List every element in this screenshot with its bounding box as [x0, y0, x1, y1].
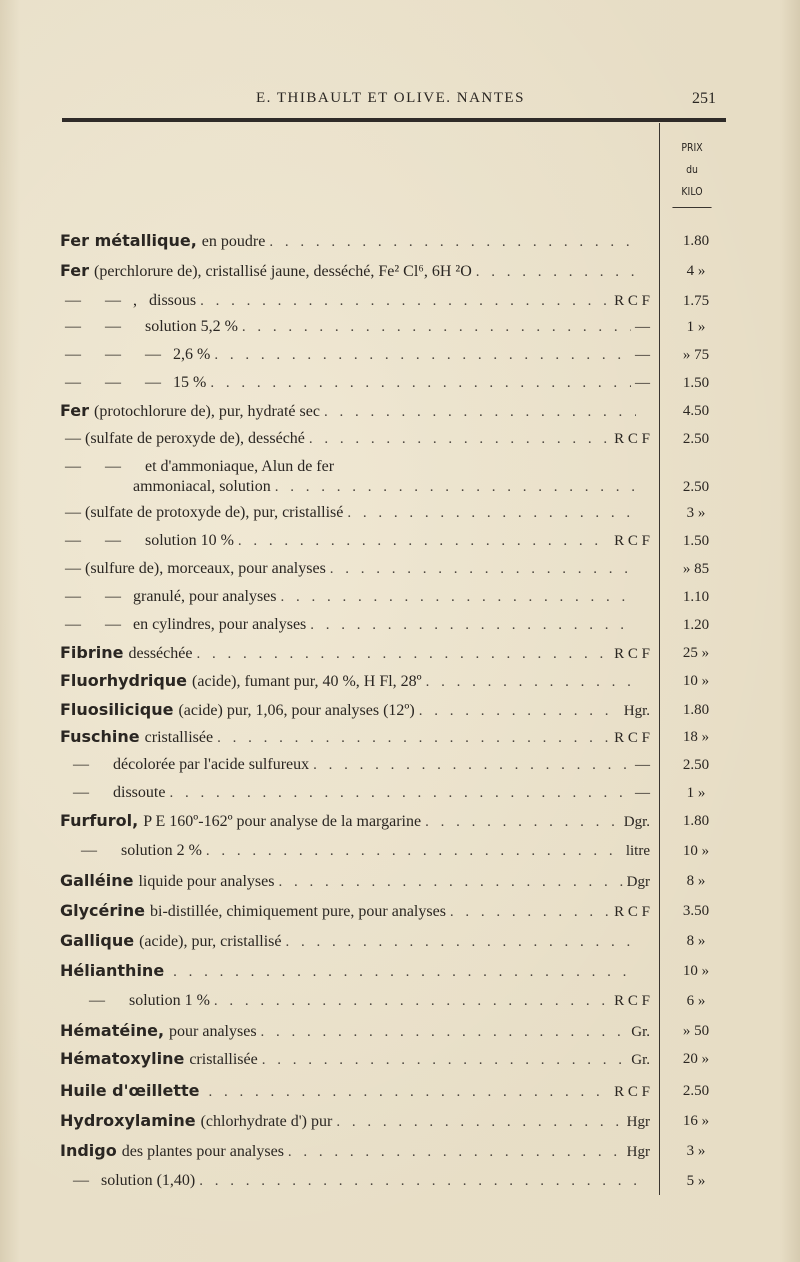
- entry-description: cristallisée: [189, 1051, 258, 1068]
- catalog-entry: [60, 640, 650, 666]
- entry-name: Gallique: [60, 931, 135, 950]
- entry-unit: R C F: [614, 533, 650, 549]
- entry-price: 3 »: [686, 505, 706, 521]
- entry-name: Hématoxyline: [60, 1049, 185, 1068]
- catalog-entry: [60, 838, 650, 864]
- leader-dots: [196, 641, 610, 667]
- entry-unit: Dgr.: [623, 814, 650, 830]
- catalog-entry: [60, 697, 650, 723]
- entry-price: 4.50: [682, 403, 710, 419]
- page-number: 251: [692, 90, 716, 107]
- price-header-line2: du: [686, 163, 698, 176]
- entry-price: 18 »: [682, 729, 710, 745]
- entry-price: 1.10: [682, 589, 710, 605]
- leader-dots: [313, 752, 631, 778]
- entry-price: 3.50: [682, 903, 710, 919]
- entry-price: 6 »: [686, 993, 706, 1009]
- entry-unit: Hgr: [626, 1144, 650, 1160]
- catalog-entry: [60, 474, 650, 500]
- entry-description: — — — 15 %: [65, 374, 207, 391]
- entry-name: Fluosilicique: [60, 700, 174, 719]
- entry-description: (acide), fumant pur, 40 %, H Fl, 28º: [192, 673, 422, 690]
- price-column-divider: [659, 123, 660, 1195]
- leader-dots: [214, 342, 631, 368]
- entry-price: » 75: [682, 347, 710, 363]
- leader-dots: [285, 929, 636, 955]
- entry-description: — (sulfate de peroxyde de), desséché: [65, 430, 305, 447]
- entry-price: 8 »: [686, 873, 706, 889]
- catalog-entry: [60, 584, 650, 610]
- entry-unit: litre: [625, 843, 650, 859]
- catalog-entry: [60, 928, 650, 954]
- entry-name: Fer: [60, 401, 90, 420]
- catalog-entry: [60, 808, 650, 834]
- catalog-entry: [60, 1168, 650, 1194]
- entry-price: 2.50: [682, 479, 710, 495]
- entry-unit: R C F: [614, 431, 650, 447]
- entry-price: » 50: [682, 1023, 710, 1039]
- entry-description: en poudre: [201, 233, 266, 250]
- leader-dots: [206, 838, 622, 864]
- entry-name: Furfurol,: [60, 811, 139, 830]
- entry-price: 8 »: [686, 933, 706, 949]
- leader-dots: [425, 809, 620, 835]
- catalog-entry: [60, 228, 650, 254]
- entry-price: 1.80: [682, 702, 710, 718]
- catalog-entry: [60, 370, 650, 396]
- catalog-entry: [60, 1108, 650, 1134]
- entry-description: — solution 1 %: [65, 992, 210, 1009]
- catalog-entry: [60, 988, 650, 1014]
- entry-description: bi-distillée, chimiquement pure, pour analyses: [150, 903, 446, 920]
- leader-dots: [208, 1079, 610, 1105]
- leader-dots: [281, 584, 636, 610]
- leader-dots: [210, 370, 631, 396]
- leader-dots: [336, 1109, 622, 1135]
- catalog-entry: [60, 780, 650, 806]
- price-column-header: [667, 137, 718, 208]
- entry-unit: —: [635, 347, 650, 363]
- catalog-entry: [60, 724, 650, 750]
- entry-description: — solution (1,40): [65, 1172, 196, 1189]
- entry-name: Fuschine: [60, 727, 140, 746]
- entry-description: — décolorée par l'acide sulfureux: [65, 756, 310, 773]
- leader-dots: [262, 1047, 628, 1073]
- entry-unit: —: [635, 375, 650, 391]
- entry-description: — — solution 10 %: [65, 532, 234, 549]
- leader-dots: [261, 1019, 628, 1045]
- entry-description: — — solution 5,2 %: [65, 318, 238, 335]
- catalog-entry: [60, 556, 650, 582]
- leader-dots: [275, 474, 636, 500]
- leader-dots: [419, 698, 620, 724]
- entry-description: (perchlorure de), cristallisé jaune, desséché, Fe² Cl⁶, 6H ²O: [94, 263, 472, 280]
- catalog-entry: [60, 958, 650, 984]
- leader-dots: [269, 229, 636, 255]
- entry-price: 25 »: [682, 645, 710, 661]
- entry-name: Fluorhydrique: [60, 671, 188, 690]
- running-head: E. THIBAULT ET OLIVE. NANTES: [256, 90, 525, 106]
- entry-price: 1.80: [682, 813, 710, 829]
- leader-dots: [347, 500, 636, 526]
- entry-unit: —: [635, 319, 650, 335]
- leader-dots: [199, 1168, 636, 1194]
- leader-dots: [310, 612, 636, 638]
- catalog-entry: [60, 314, 650, 340]
- entry-price: 2.50: [682, 431, 710, 447]
- catalog-entry: [60, 398, 650, 424]
- entry-description: liquide pour analyses: [138, 873, 275, 890]
- entry-price: 1.75: [682, 293, 710, 309]
- entry-price: 2.50: [682, 757, 710, 773]
- entry-description: — dissoute: [65, 784, 166, 801]
- leader-dots: [476, 259, 636, 285]
- catalog-entry: [60, 668, 650, 694]
- entry-description: pour analyses: [169, 1023, 257, 1040]
- catalog-entry: [60, 898, 650, 924]
- catalog-entry: [60, 500, 650, 526]
- entry-description: ammoniacal, solution: [65, 478, 271, 495]
- leader-dots: [278, 869, 622, 895]
- leader-dots: [217, 725, 610, 751]
- entry-description: — — granulé, pour analyses: [65, 588, 277, 605]
- catalog-entry: [60, 528, 650, 554]
- entry-unit: R C F: [614, 646, 650, 662]
- leader-dots: [288, 1139, 623, 1165]
- entry-price: 1.80: [682, 233, 710, 249]
- entry-unit: R C F: [614, 730, 650, 746]
- entry-unit: —: [635, 785, 650, 801]
- price-header-line1: PRIX: [681, 141, 703, 154]
- entry-price: 1.50: [682, 533, 710, 549]
- entry-price: 20 »: [682, 1051, 710, 1067]
- entry-price: 5 »: [686, 1173, 706, 1189]
- entry-name: Galléine: [60, 871, 134, 890]
- catalog-entry: [60, 258, 650, 284]
- entry-name: Glycérine: [60, 901, 145, 920]
- entry-name: Hydroxylamine: [60, 1111, 196, 1130]
- catalog-entry: [60, 1018, 650, 1044]
- entry-price: 3 »: [686, 1143, 706, 1159]
- entry-price: 1.50: [682, 375, 710, 391]
- leader-dots: [200, 288, 610, 314]
- entry-name: Fer métallique,: [60, 231, 197, 250]
- entry-price: 1 »: [686, 785, 706, 801]
- leader-dots: [214, 988, 610, 1014]
- entry-price: » 85: [682, 561, 710, 577]
- leader-dots: [324, 399, 636, 425]
- leader-dots: [309, 426, 610, 452]
- entry-unit: —: [635, 757, 650, 773]
- entry-unit: Hgr.: [623, 703, 650, 719]
- leader-dots: [173, 959, 636, 985]
- price-header-line3: KILO: [681, 185, 703, 198]
- entry-name: Fibrine: [60, 643, 124, 662]
- catalog-entry: [60, 868, 650, 894]
- entry-price: 1.20: [682, 617, 710, 633]
- entry-description: desséchée: [128, 645, 193, 662]
- leader-dots: [169, 780, 631, 806]
- entry-name: Huile d'œillette: [60, 1081, 200, 1100]
- entry-name: Indigo: [60, 1141, 117, 1160]
- entry-description: — — en cylindres, pour analyses: [65, 616, 307, 633]
- entry-price: 10 »: [682, 673, 710, 689]
- leader-dots: [242, 314, 631, 340]
- catalog-entry: [60, 1138, 650, 1164]
- entry-price: 2.50: [682, 1083, 710, 1099]
- price-header-underline: [672, 207, 711, 208]
- entry-description: (acide) pur, 1,06, pour analyses (12º): [178, 702, 415, 719]
- entry-price: 1 »: [686, 319, 706, 335]
- leader-dots: [238, 528, 610, 554]
- entry-description: P E 160º-162º pour analyse de la margarine: [143, 813, 422, 830]
- catalog-entry: [60, 752, 650, 778]
- catalog-entry: [60, 342, 650, 368]
- entry-description: — — — 2,6 %: [65, 346, 211, 363]
- leader-dots: [330, 556, 636, 582]
- entry-price: 10 »: [682, 963, 710, 979]
- entry-description: — solution 2 %: [65, 842, 202, 859]
- entry-unit: R C F: [614, 904, 650, 920]
- leader-dots: [450, 899, 610, 925]
- entry-description: (protochlorure de), pur, hydraté sec: [94, 403, 320, 420]
- entry-name: Fer: [60, 261, 90, 280]
- entry-unit: Hgr: [626, 1114, 650, 1130]
- entry-price: 16 »: [682, 1113, 710, 1129]
- entry-unit: Gr.: [631, 1024, 650, 1040]
- catalog-entry: [60, 1046, 650, 1072]
- entry-description: (chlorhydrate d') pur: [200, 1113, 333, 1130]
- catalog-entry: [60, 612, 650, 638]
- entry-description: cristallisée: [144, 729, 214, 746]
- entry-price: 4 »: [686, 263, 706, 279]
- catalog-entry: [60, 1078, 650, 1104]
- entry-description: — — et d'ammoniaque, Alun de fer: [65, 458, 335, 475]
- entry-unit: R C F: [614, 293, 650, 309]
- entry-unit: R C F: [614, 1084, 650, 1100]
- leader-dots: [426, 669, 636, 695]
- entry-unit: R C F: [614, 993, 650, 1009]
- entry-description: des plantes pour analyses: [121, 1143, 284, 1160]
- entry-unit: Gr.: [631, 1052, 650, 1068]
- catalog-entry: [60, 288, 650, 314]
- entry-unit: Dgr: [626, 874, 650, 890]
- catalog-entry: [60, 426, 650, 452]
- entry-description: — — , dissous: [65, 292, 197, 309]
- entry-name: Hématéine,: [60, 1021, 165, 1040]
- entry-description: — (sulfure de), morceaux, pour analyses: [65, 560, 326, 577]
- entry-price: 10 »: [682, 843, 710, 859]
- entry-description: (acide), pur, cristallisé: [139, 933, 282, 950]
- header-rule: [62, 118, 726, 122]
- entry-description: — (sulfate de protoxyde de), pur, cristallisé: [65, 504, 344, 521]
- entry-name: Hélianthine: [60, 961, 165, 980]
